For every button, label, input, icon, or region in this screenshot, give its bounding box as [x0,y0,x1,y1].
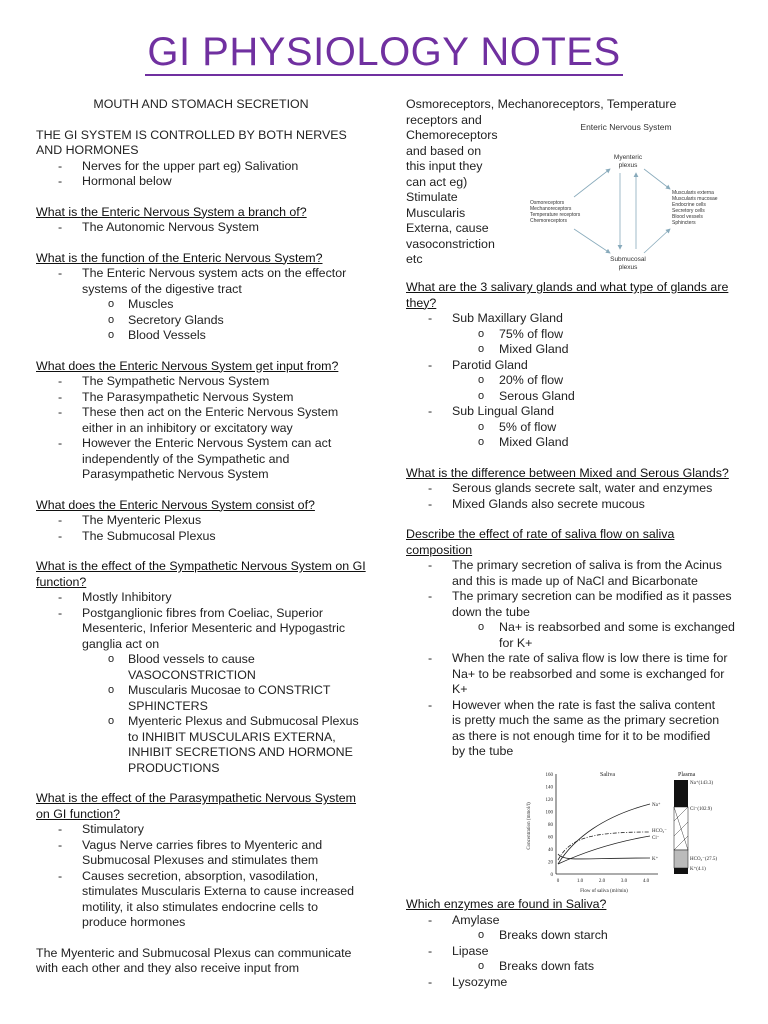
sub-list-item: o Blood vessels to cause VASOCONSTRICTION [36,652,366,683]
list-item: - Nerves for the upper part eg) Salivation [36,159,366,175]
chart-plasma-label: Plasma [678,772,696,778]
question-heading: What are the 3 salivary glands and what type of glands are they? [406,280,729,310]
list-item: - The Autonomic Nervous System [36,220,366,236]
sub-list-item: o Muscles [36,297,366,313]
arrow-receptors-submucosal [574,229,610,253]
arrow-receptors-myenteric [574,169,610,197]
effector-label: Secretory cells [672,208,705,214]
question-heading: What is the effect of the Parasympathetic Nervous System on GI function? [36,791,357,821]
question-heading: What is the function of the Enteric Nervous System? [36,250,323,265]
chart-xtick: 3.0 [620,879,628,884]
question-block-sympathetic [36,559,366,776]
sub-list-item: o Myenteric Plexus and Submucosal Plexus to INHIBIT MUSCULARIS EXTERNA, INHIBIT SECRETIONS AND HORMONE PRODUCTIONS [36,714,366,776]
myenteric-label-1: Myenteric [613,154,643,161]
list-item: - Hormonal below [36,174,366,190]
list-item: - Serous glands secrete salt, water and enzymes [406,481,736,497]
question-heading: What is the difference between Mixed and Serous Glands? [406,465,729,480]
receptor-label: Osmoreceptors [530,200,565,206]
chart-ytick: 100 [545,810,553,816]
question-block-ens-consist [36,498,366,545]
plasma-label: Na⁺(143.3) [690,781,714,786]
sub-list-item: o Muscularis Mucosae to CONSTRICT SPHINCTERS [36,683,366,714]
receptor-label: Chemoreceptors [530,218,567,224]
list-item: - The Sympathetic Nervous System [36,374,366,390]
chart-series-label: K⁺ [652,857,659,862]
chart-ytick: 140 [545,785,553,791]
chart-ytick: 20 [548,860,553,866]
effector-label: Endocrine cells [672,202,706,208]
chart-series-na [558,804,650,864]
ens-text-line1: Osmoreceptors, Mechanoreceptors, Temperature [406,97,677,111]
list-item: - Lysozyme [406,975,736,991]
chart-series-cl [558,836,650,864]
ens-diagram-block [406,97,736,271]
chart-ytick: 40 [548,848,553,853]
question-heading: Which enzymes are found in Saliva? [406,897,607,911]
chart-xtick: 2.0 [598,879,606,884]
question-heading: What does the Enteric Nervous System consist of? [36,497,315,512]
list-item: - The Submucosal Plexus [36,529,366,545]
list-item: - The primary secretion of saliva is from the Acinus and this is made up of NaCl and Bicarbonate [406,558,736,589]
chart-ytick: 0 [550,873,553,878]
chart-xtick: 4.0 [642,879,650,884]
list-item: - Parotid Gland [406,358,736,374]
list-item: - Mixed Glands also secrete mucous [406,497,736,513]
chart-ytick: 80 [548,823,553,828]
question-block-ens-branch [36,205,366,236]
question-block-parasympathetic [36,791,366,931]
question-block-enzymes [406,897,736,990]
list-item: - The Parasympathetic Nervous System [36,390,366,406]
list-item: - Sub Maxillary Gland [406,311,736,327]
chart-saliva-label: Saliva [600,772,615,778]
sub-list-item: o 5% of flow [406,420,736,436]
page-title: GI PHYSIOLOGY NOTES [147,30,621,74]
arrow-submucosal-effectors [644,229,670,253]
question-heading: What does the Enteric Nervous System get input from? [36,358,339,373]
chart-xtick: 1.0 [576,879,584,884]
list-item: - Stimulatory [36,822,366,838]
submucosal-label-1: Submucosal [610,256,646,263]
question-block-ens-function [36,251,366,344]
diagram-title: Enteric Nervous System [580,122,672,132]
enteric-nervous-system-diagram [516,117,736,277]
list-item: - The Enteric Nervous system acts on the effector systems of the digestive tract [36,266,366,297]
question-heading: What is the effect of the Sympathetic Nervous System on GI function? [36,559,366,589]
receptor-label: Temperature receptors [530,212,581,218]
sub-list-item: o Na+ is reabsorbed and some is exchanged for K+ [406,620,736,651]
effector-label: Blood vessels [672,214,703,220]
chart-ytick: 60 [548,835,553,841]
question-heading: What is the Enteric Nervous System a branch of? [36,204,307,219]
receptor-label: Mechanoreceptors [530,206,572,212]
left-column [36,97,366,992]
submucosal-label-2: plexus [618,264,638,271]
sub-list-item: o Secretory Glands [36,313,366,329]
list-item: - However the Enteric Nervous System can act independently of the Sympathetic and Parasympathetic Nervous System [36,436,366,483]
list-item: - Postganglionic fibres from Coeliac, Superior Mesenteric, Inferior Mesenteric and Hypogastric ganglia act on [36,606,366,653]
question-block-salivary-glands [406,280,736,451]
question-heading: Describe the effect of rate of saliva flow on saliva composition [406,527,675,557]
chart-ytick: 120 [545,798,553,803]
closing-paragraph: The Myenteric and Submucosal Plexus can communicate with each other and they also receive input from [36,945,352,975]
effector-label: Muscularis externa [672,190,714,196]
chart-xlabel: Flow of saliva (ml/min) [580,889,628,894]
list-item: - The Myenteric Plexus [36,513,366,529]
chart-ytick: 160 [545,773,553,778]
sub-list-item: o 20% of flow [406,373,736,389]
effector-label: Muscularis mucosae [672,196,718,202]
list-item: - However when the rate is fast the saliva content is pretty much the same as the primary secretion as there is not enough time for it to be modified by the tube [406,698,722,760]
effector-label: Sphincters [672,220,696,226]
chart-series-label: Cl⁻ [652,836,660,841]
chart-series-label: HCO₃⁻ [652,829,667,834]
intro-block: THE GI SYSTEM IS CONTROLLED BY BOTH NERVES AND HORMONES - Nerves for the upper part eg) Salivation - Hormonal below [36,128,366,190]
sub-list-item: o 75% of flow [406,327,736,343]
section-heading: MOUTH AND STOMACH SECRETION [93,97,309,111]
plasma-hco3-segment [674,850,688,868]
sub-list-item: o Mixed Gland [406,435,736,451]
question-block-mixed-serous [406,466,736,513]
saliva-composition-chart [524,766,724,896]
chart-series-label: Na⁺ [652,803,661,808]
arrow-myenteric-effectors [644,169,670,189]
list-item: - Vagus Nerve carries fibres to Myenteric and Submucosal Plexuses and stimulates them [36,838,366,869]
list-item: - Lipase [406,944,736,960]
sub-list-item: o Breaks down starch [406,928,736,944]
question-block-ens-input [36,359,366,483]
list-item: - These then act on the Enteric Nervous System either in an inhibitory or excitatory way [36,405,366,436]
plasma-label: Cl⁻(102.9) [690,807,712,812]
myenteric-label-2: plexus [618,162,638,169]
plasma-label: HCO₃⁻(27.5) [690,857,718,862]
list-item: - Mostly Inhibitory [36,590,366,606]
sub-list-item: o Breaks down fats [406,959,736,975]
list-item: - When the rate of saliva flow is low there is time for Na+ to be reabsorbed and some is exchanged for K+ [406,651,736,698]
list-item: - The primary secretion can be modified as it passes down the tube [406,589,736,620]
ens-text: receptors and Chemoreceptors and based on this input they can act eg) Stimulate Muscularis Externa, cause vasoconstriction etc [406,112,498,266]
list-item: - Amylase [406,913,736,929]
sub-list-item: o Serous Gland [406,389,736,405]
list-item: - Sub Lingual Gland [406,404,736,420]
sub-list-item: o Mixed Gland [406,342,736,358]
chart-ylabel: Concentration (mmol/l) [527,802,532,850]
plasma-label: K⁺(4.1) [690,867,706,872]
sub-list-item: o Blood Vessels [36,328,366,344]
list-item: - Causes secretion, absorption, vasodilation, stimulates Muscularis Externa to cause increased motility, it also stimulates endocrine cells to produce hormones [36,869,366,931]
right-column [406,97,736,775]
chart-xtick: 0 [556,879,560,884]
question-block-saliva-flow [406,527,736,760]
